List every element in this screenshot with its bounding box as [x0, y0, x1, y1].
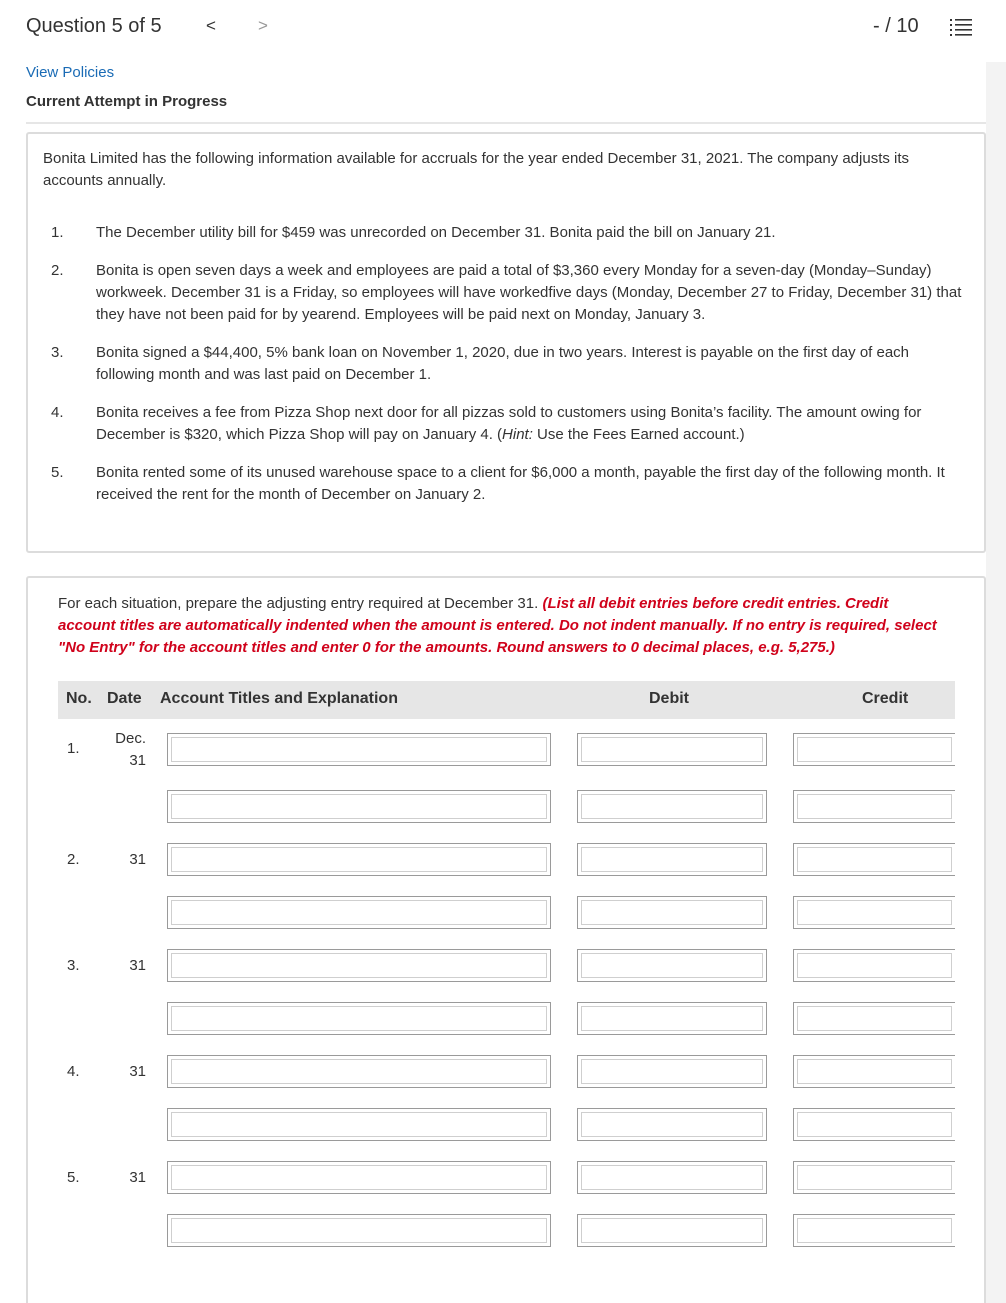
entry-number: 5.: [67, 1169, 80, 1186]
entry-number: 2.: [67, 851, 80, 868]
view-policies-link[interactable]: View Policies: [26, 64, 115, 81]
credit-input[interactable]: [793, 1214, 955, 1247]
item-text: Bonita signed a $44,400, 5% bank loan on November 1, 2020, due in two years. Interest is payable on the first day of each following month and was last paid on December 1.: [96, 344, 910, 383]
header-date: Date: [107, 690, 142, 707]
problem-intro: Bonita Limited has the following information available for accruals for the year ended December 31, 2021. The company adjusts its accounts annually.: [43, 150, 910, 189]
header-credit: Credit: [862, 690, 909, 707]
debit-input[interactable]: [577, 733, 767, 766]
debit-input[interactable]: [577, 1055, 767, 1088]
item-number: 2.: [51, 262, 64, 279]
account-title-input[interactable]: [167, 896, 551, 929]
entry-date: 31: [129, 957, 146, 974]
item-text: Bonita is open seven days a week and employees are paid a total of $3,360 every Monday for a seven-day (Monday–Sunday) workweek. December 31 is a Friday, so employees will have workedfive days (Monday, December 27 to Friday, December 31) that they have not been paid for by yearend. Employees will be paid next on Monday, January 3.: [96, 262, 962, 323]
item-text: The December utility bill for $459 was unrecorded on December 31. Bonita paid the bill on January 21.: [96, 224, 776, 241]
header-debit: Debit: [649, 690, 689, 707]
item-number: 3.: [51, 344, 64, 361]
debit-input[interactable]: [577, 790, 767, 823]
item-number: 5.: [51, 464, 64, 481]
account-title-input[interactable]: [167, 1055, 551, 1088]
entry-date: Dec. 31: [115, 730, 146, 769]
hint-label: Hint:: [502, 426, 533, 443]
credit-input[interactable]: [793, 1161, 955, 1194]
account-title-input[interactable]: [167, 1214, 551, 1247]
entry-number: 4.: [67, 1063, 80, 1080]
account-title-input[interactable]: [167, 1108, 551, 1141]
item-number: 4.: [51, 404, 64, 421]
credit-input[interactable]: [793, 790, 955, 823]
instructions: [58, 593, 938, 659]
previous-question-button[interactable]: <: [206, 16, 216, 35]
debit-input[interactable]: [577, 843, 767, 876]
credit-input[interactable]: [793, 1108, 955, 1141]
debit-input[interactable]: [577, 1214, 767, 1247]
question-list-icon[interactable]: [950, 18, 972, 36]
account-title-input[interactable]: [167, 1002, 551, 1035]
item-text: Bonita rented some of its unused warehouse space to a client for $6,000 a month, payable the first day of the following month. It received the rent for the month of December on January 2.: [96, 464, 945, 503]
account-title-input[interactable]: [167, 843, 551, 876]
account-title-input[interactable]: [167, 733, 551, 766]
entry-date: 31: [129, 1063, 146, 1080]
debit-input[interactable]: [577, 1002, 767, 1035]
entry-number: 1.: [67, 740, 80, 757]
entry-number: 3.: [67, 957, 80, 974]
entry-date: 31: [129, 851, 146, 868]
credit-input[interactable]: [793, 733, 955, 766]
credit-input[interactable]: [793, 896, 955, 929]
credit-input[interactable]: [793, 1002, 955, 1035]
item-number: 1.: [51, 224, 64, 241]
header-no: No.: [66, 690, 92, 707]
credit-input[interactable]: [793, 949, 955, 982]
divider: [26, 122, 986, 124]
instructions-plain: For each situation, prepare the adjusting entry required at December 31.: [58, 595, 543, 612]
entry-date: 31: [129, 1169, 146, 1186]
account-title-input[interactable]: [167, 949, 551, 982]
debit-input[interactable]: [577, 1108, 767, 1141]
debit-input[interactable]: [577, 896, 767, 929]
question-counter: Question 5 of 5: [26, 15, 162, 37]
item-text: Bonita receives a fee from Pizza Shop next door for all pizzas sold to customers using Bonita’s facility. The amount owing for December is $320, which Pizza Shop will pay on January 4. (Hint: Use the Fees Earned account.): [96, 404, 922, 443]
debit-input[interactable]: [577, 1161, 767, 1194]
table-header: [58, 681, 955, 719]
attempt-status: Current Attempt in Progress: [26, 93, 228, 110]
instructions-emphasis: (List all debit entries before credit entries. Credit account titles are automatically indented when the amount is entered. Do not indent manually. If no entry is required, select "No Entry" for the account titles and enter 0 for the amounts. Round answers to 0 decimal places, e.g. 5,275.): [58, 595, 937, 656]
top-bar: [0, 0, 1006, 62]
credit-input[interactable]: [793, 843, 955, 876]
credit-input[interactable]: [793, 1055, 955, 1088]
answer-panel: [26, 576, 986, 1303]
debit-input[interactable]: [577, 949, 767, 982]
account-title-input[interactable]: [167, 790, 551, 823]
header-account: Account Titles and Explanation: [160, 690, 398, 707]
main-content: [0, 62, 986, 1303]
next-question-button[interactable]: >: [258, 16, 268, 35]
problem-panel: [26, 132, 986, 553]
account-title-input[interactable]: [167, 1161, 551, 1194]
score-display: - / 10: [873, 15, 919, 37]
